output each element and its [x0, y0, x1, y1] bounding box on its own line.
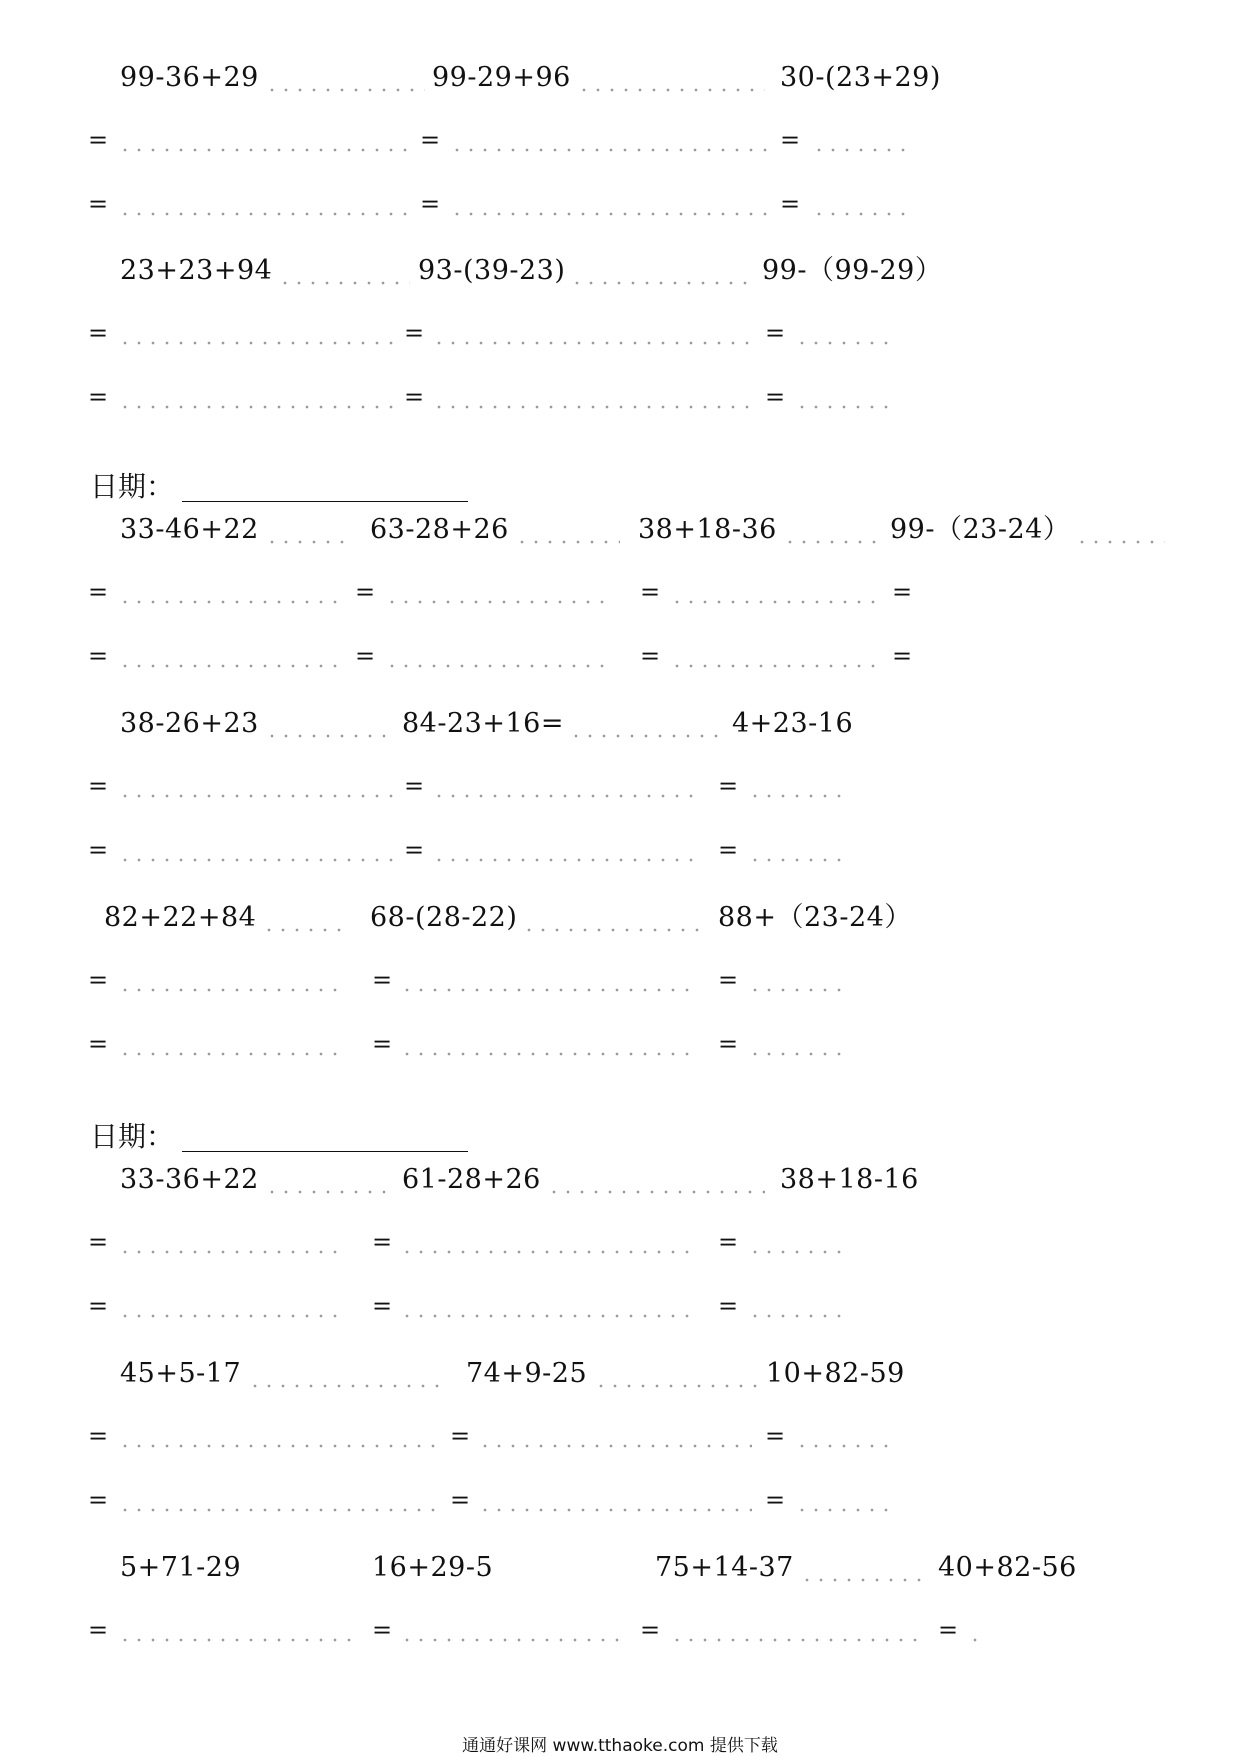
problem-expression: 5+71-29: [120, 1552, 242, 1583]
dotted-answer-line: [400, 988, 690, 992]
dotted-answer-line: [118, 212, 408, 216]
equals-sign: =: [372, 1616, 393, 1644]
dotted-answer-line: [748, 858, 850, 862]
dotted-answer-line: [748, 1314, 850, 1318]
equals-sign: =: [718, 1292, 739, 1320]
dotted-answer-line: [748, 1250, 850, 1254]
footer-text: 通通好课网 www.tthaoke.com 提供下载: [462, 1736, 778, 1756]
date-label: 日期：: [90, 470, 175, 503]
problem-expression: 99-29+96: [432, 62, 571, 93]
dotted-answer-line: [400, 1638, 625, 1642]
dotted-answer-line: [118, 405, 395, 409]
dotted-answer-line: [594, 1384, 760, 1388]
dotted-answer-line: [118, 600, 345, 604]
dotted-answer-line: [795, 405, 895, 409]
problem-expression: 68-(28-22): [370, 902, 518, 933]
equals-sign: =: [404, 836, 425, 864]
dotted-answer-line: [800, 1578, 930, 1582]
dotted-answer-line: [248, 1384, 445, 1388]
dotted-answer-line: [1075, 540, 1165, 544]
problem-expression: 99-36+29: [120, 62, 259, 93]
equals-sign: =: [88, 966, 109, 994]
dotted-answer-line: [432, 405, 755, 409]
problem-expression: 30-(23+29): [780, 62, 941, 93]
dotted-answer-line: [432, 341, 755, 345]
equals-sign: =: [404, 772, 425, 800]
equals-sign: =: [88, 126, 109, 154]
equals-sign: =: [88, 642, 109, 670]
equals-sign: =: [88, 383, 109, 411]
dotted-answer-line: [569, 734, 725, 738]
dotted-answer-line: [450, 148, 772, 152]
equals-sign: =: [88, 836, 109, 864]
equals-sign: =: [372, 1030, 393, 1058]
equals-sign: =: [88, 772, 109, 800]
problem-expression: 4+23-16: [732, 708, 854, 739]
dotted-answer-line: [670, 664, 880, 668]
equals-sign: =: [640, 1616, 661, 1644]
date-label: 日期：: [90, 1120, 175, 1153]
dotted-answer-line: [432, 858, 702, 862]
dotted-answer-line: [265, 734, 395, 738]
equals-sign: =: [372, 1292, 393, 1320]
dotted-answer-line: [670, 1638, 920, 1642]
equals-sign: =: [718, 966, 739, 994]
dotted-answer-line: [670, 600, 880, 604]
problem-expression: 45+5-17: [120, 1358, 242, 1389]
equals-sign: =: [765, 383, 786, 411]
problem-expression: 84-23+16=: [402, 708, 564, 739]
equals-sign: =: [88, 1616, 109, 1644]
equals-sign: =: [765, 1422, 786, 1450]
equals-sign: =: [640, 578, 661, 606]
dotted-answer-line: [118, 858, 395, 862]
equals-sign: =: [88, 1292, 109, 1320]
equals-sign: =: [404, 383, 425, 411]
dotted-answer-line: [400, 1052, 690, 1056]
equals-sign: =: [372, 1228, 393, 1256]
dotted-answer-line: [385, 664, 612, 668]
dotted-answer-line: [265, 1190, 395, 1194]
dotted-answer-line: [968, 1638, 985, 1642]
dotted-answer-line: [278, 281, 410, 285]
dotted-answer-line: [118, 148, 408, 152]
dotted-answer-line: [118, 1052, 345, 1056]
equals-sign: =: [88, 1486, 109, 1514]
equals-sign: =: [765, 1486, 786, 1514]
problem-expression: 63-28+26: [370, 514, 509, 545]
dotted-answer-line: [262, 928, 350, 932]
dotted-answer-line: [118, 1638, 355, 1642]
equals-sign: =: [404, 319, 425, 347]
equals-sign: =: [718, 1030, 739, 1058]
problem-expression: 75+14-37: [655, 1552, 794, 1583]
equals-sign: =: [780, 190, 801, 218]
equals-sign: =: [88, 1422, 109, 1450]
equals-sign: =: [640, 642, 661, 670]
dotted-answer-line: [265, 540, 350, 544]
dotted-answer-line: [400, 1250, 690, 1254]
equals-sign: =: [88, 578, 109, 606]
dotted-answer-line: [118, 1444, 435, 1448]
equals-sign: =: [372, 966, 393, 994]
dotted-answer-line: [547, 1190, 765, 1194]
dotted-answer-line: [795, 341, 895, 345]
date-input-line[interactable]: [182, 1151, 468, 1152]
equals-sign: =: [355, 578, 376, 606]
equals-sign: =: [765, 319, 786, 347]
problem-expression: 88+（23-24）: [718, 902, 912, 933]
dotted-answer-line: [570, 281, 750, 285]
equals-sign: =: [892, 642, 913, 670]
equals-sign: =: [780, 126, 801, 154]
equals-sign: =: [450, 1486, 471, 1514]
equals-sign: =: [355, 642, 376, 670]
problem-expression: 38+18-36: [638, 514, 777, 545]
problem-expression: 38-26+23: [120, 708, 259, 739]
dotted-answer-line: [577, 88, 765, 92]
equals-sign: =: [718, 772, 739, 800]
date-input-line[interactable]: [182, 501, 468, 502]
problem-expression: 74+9-25: [466, 1358, 588, 1389]
problem-expression: 93-(39-23): [418, 255, 566, 286]
problem-expression: 33-36+22: [120, 1164, 259, 1195]
equals-sign: =: [88, 319, 109, 347]
equals-sign: =: [938, 1616, 959, 1644]
dotted-answer-line: [515, 540, 620, 544]
dotted-answer-line: [795, 1444, 895, 1448]
problem-expression: 16+29-5: [372, 1552, 494, 1583]
equals-sign: =: [420, 126, 441, 154]
equals-sign: =: [88, 1030, 109, 1058]
dotted-answer-line: [812, 148, 915, 152]
problem-expression: 33-46+22: [120, 514, 259, 545]
dotted-answer-line: [118, 988, 345, 992]
dotted-answer-line: [400, 1314, 690, 1318]
equals-sign: =: [420, 190, 441, 218]
problem-expression: 61-28+26: [402, 1164, 541, 1195]
equals-sign: =: [718, 1228, 739, 1256]
dotted-answer-line: [432, 794, 702, 798]
dotted-answer-line: [450, 212, 772, 216]
dotted-answer-line: [748, 794, 850, 798]
dotted-answer-line: [522, 928, 705, 932]
problem-expression: 99-（99-29）: [762, 255, 943, 286]
dotted-answer-line: [118, 341, 395, 345]
problem-expression: 23+23+94: [120, 255, 273, 286]
dotted-answer-line: [478, 1444, 752, 1448]
problem-expression: 40+82-56: [938, 1552, 1077, 1583]
dotted-answer-line: [748, 1052, 850, 1056]
dotted-answer-line: [118, 1508, 435, 1512]
dotted-answer-line: [812, 212, 915, 216]
problem-expression: 99-（23-24）: [890, 514, 1071, 545]
equals-sign: =: [88, 190, 109, 218]
dotted-answer-line: [118, 664, 345, 668]
equals-sign: =: [450, 1422, 471, 1450]
dotted-answer-line: [265, 88, 425, 92]
equals-sign: =: [718, 836, 739, 864]
dotted-answer-line: [385, 600, 612, 604]
equals-sign: =: [88, 1228, 109, 1256]
problem-expression: 82+22+84: [104, 902, 257, 933]
problem-expression: 38+18-16: [780, 1164, 919, 1195]
dotted-answer-line: [118, 1314, 345, 1318]
dotted-answer-line: [795, 1508, 895, 1512]
dotted-answer-line: [118, 1250, 345, 1254]
dotted-answer-line: [478, 1508, 752, 1512]
dotted-answer-line: [748, 988, 850, 992]
dotted-answer-line: [783, 540, 885, 544]
equals-sign: =: [892, 578, 913, 606]
dotted-answer-line: [118, 794, 395, 798]
problem-expression: 10+82-59: [766, 1358, 905, 1389]
